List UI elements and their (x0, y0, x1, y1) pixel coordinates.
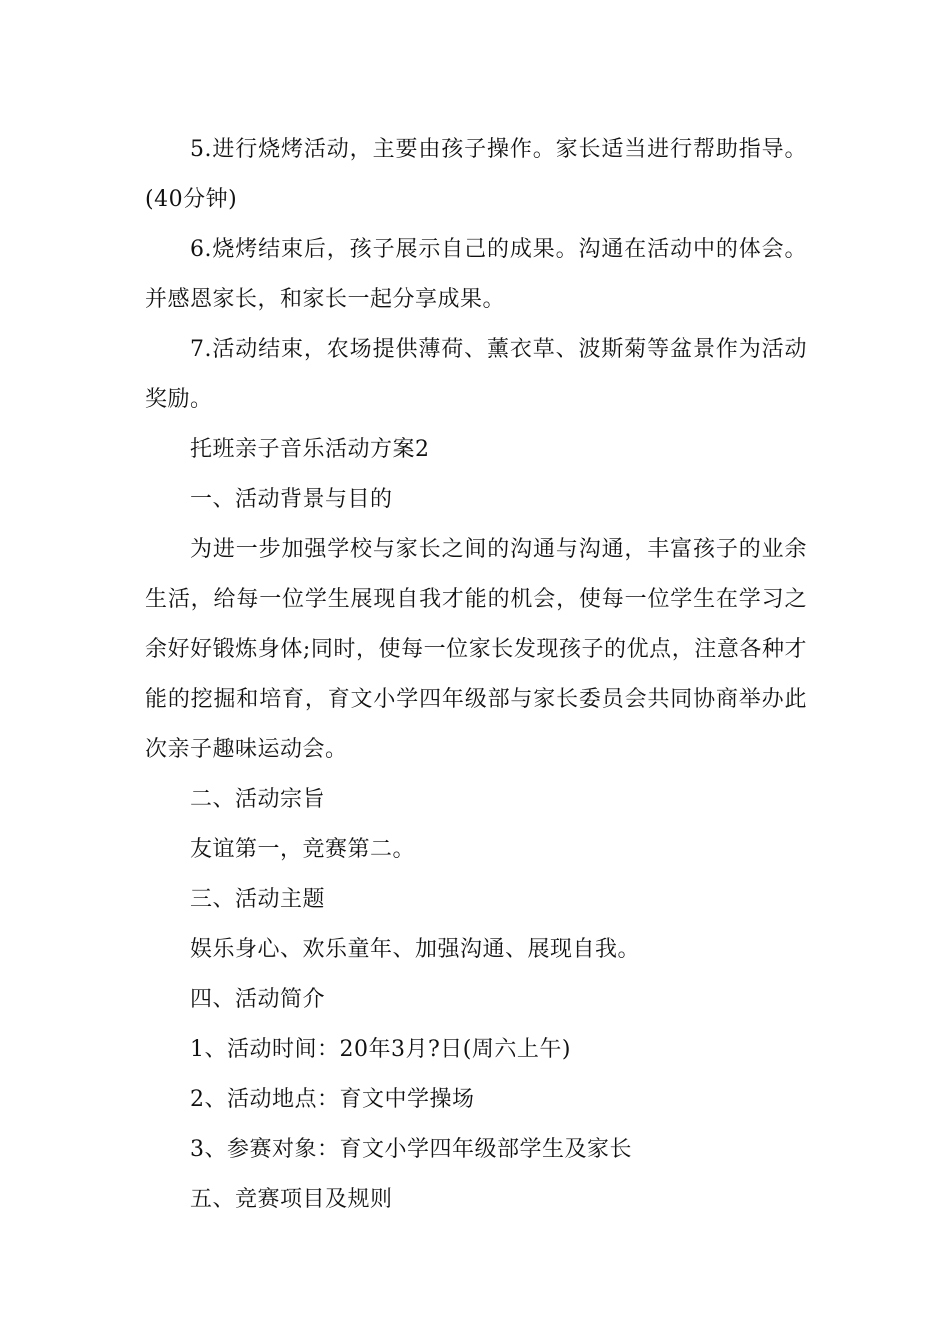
heading-theme: 三、活动主题 (190, 887, 326, 912)
section-title: 托班亲子音乐活动方案2 (190, 437, 430, 462)
heading-events-rules: 五、竞赛项目及规则 (190, 1187, 393, 1212)
heading-background-purpose: 一、活动背景与目的 (190, 487, 393, 512)
list-item-participants: 3、参赛对象：育文小学四年级部学生及家长 (190, 1137, 632, 1162)
heading-purpose: 二、活动宗旨 (190, 787, 326, 812)
list-item-location: 2、活动地点：育文中学操场 (190, 1087, 475, 1112)
paragraph-step-6: 6.烧烤结束后，孩子展示自己的成果。沟通在活动中的体会。并感恩家长，和家长一起分享成果。 (145, 237, 807, 312)
paragraph-background-body: 为进一步加强学校与家长之间的沟通与沟通，丰富孩子的业余生活，给每一位学生展现自我才能的机会，使每一位学生在学习之余好好锻炼身体;同时，使每一位家长发现孩子的优点，注意各种才能的挖掘和培育，育文小学四年级部与家长委员会共同协商举办此次亲子趣味运动会。 (145, 537, 807, 762)
heading-overview: 四、活动简介 (190, 987, 326, 1012)
document-body (145, 125, 807, 1225)
paragraph-step-5: 5.进行烧烤活动，主要由孩子操作。家长适当进行帮助指导。(40分钟) (145, 137, 807, 212)
paragraph-purpose-body: 友谊第一，竞赛第二。 (190, 837, 416, 862)
paragraph-step-7: 7.活动结束，农场提供薄荷、薰衣草、波斯菊等盆景作为活动奖励。 (145, 337, 807, 412)
list-item-time: 1、活动时间：20年3月?日(周六上午) (190, 1037, 571, 1062)
paragraph-theme-body: 娱乐身心、欢乐童年、加强沟通、展现自我。 (190, 937, 641, 962)
